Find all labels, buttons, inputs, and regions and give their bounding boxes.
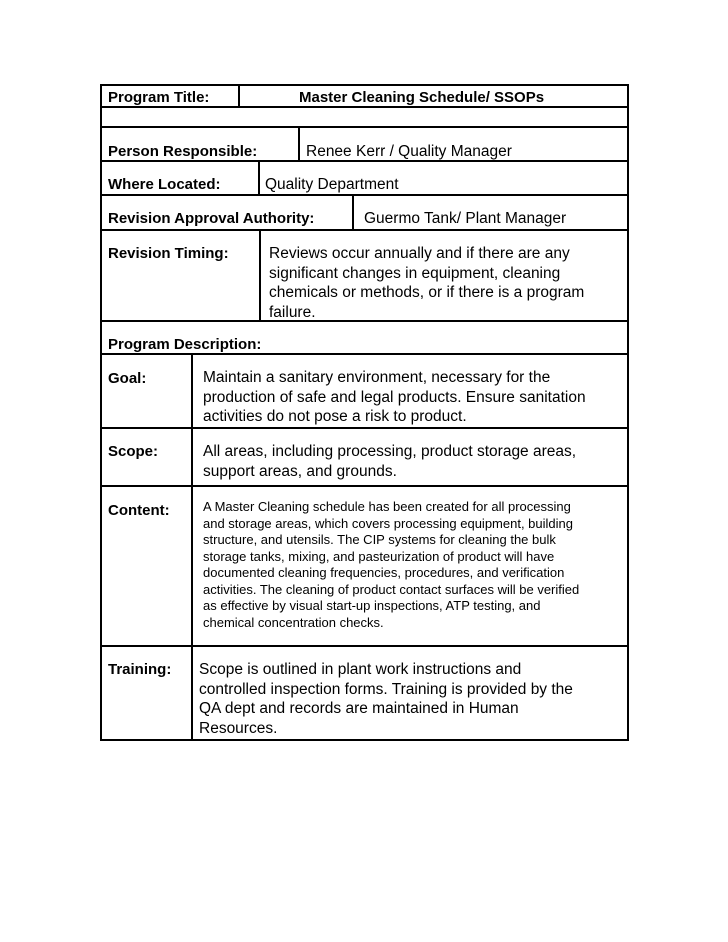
- where-located-label: Where Located:: [108, 176, 221, 193]
- text-line: A Master Cleaning schedule has been created for all processing: [203, 499, 571, 514]
- program-title-row: [100, 84, 629, 108]
- divider: [258, 162, 260, 194]
- divider: [352, 196, 354, 229]
- revision-timing-row: [100, 231, 629, 322]
- text-line: Scope is outlined in plant work instructions and: [199, 661, 522, 678]
- training-text: [199, 660, 573, 738]
- scope-text: [203, 442, 576, 481]
- program-description-label: Program Description:: [108, 336, 262, 353]
- text-line: Maintain a sanitary environment, necessary for the: [203, 369, 551, 386]
- person-responsible-value: Renee Kerr / Quality Manager: [306, 143, 512, 160]
- program-title-label: Program Title:: [108, 89, 210, 106]
- content-row: [100, 487, 629, 647]
- goal-label: Goal:: [108, 370, 147, 387]
- divider: [259, 231, 261, 320]
- text-line: Resources.: [199, 719, 278, 737]
- training-label: Training:: [108, 661, 172, 678]
- text-line: controlled inspection forms. Training is provided by the: [199, 680, 573, 698]
- text-line: QA dept and records are maintained in Human: [199, 700, 519, 717]
- text-line: Reviews occur annually and if there are any: [269, 245, 570, 262]
- training-row: [100, 647, 629, 741]
- text-line: activities. The cleaning of product contact surfaces will be verified: [203, 581, 580, 597]
- blank-row: [100, 108, 629, 128]
- revision-timing-label: Revision Timing:: [108, 245, 229, 262]
- text-line: structure, and utensils. The CIP systems for cleaning the bulk: [203, 532, 556, 547]
- text-line: activities do not pose a risk to product.: [203, 408, 467, 425]
- text-line: All areas, including processing, product storage areas,: [203, 443, 577, 460]
- scope-row: [100, 429, 629, 487]
- text-line: as effective by visual start-up inspections, ATP testing, and: [203, 598, 541, 613]
- content-label: Content:: [108, 502, 170, 519]
- program-document: [100, 84, 629, 741]
- text-line: storage tanks, mixing, and pasteurization of product will have: [203, 548, 555, 564]
- divider: [191, 487, 193, 645]
- where-located-row: [100, 162, 629, 196]
- text-line: and storage areas, which covers processing equipment, building: [203, 515, 573, 531]
- divider: [191, 429, 193, 485]
- content-text: [203, 499, 579, 631]
- revision-timing-text: [269, 244, 584, 322]
- divider: [191, 647, 193, 739]
- revision-approval-row: [100, 196, 629, 231]
- person-responsible-row: [100, 128, 629, 162]
- where-located-value: Quality Department: [265, 176, 399, 193]
- scope-label: Scope:: [108, 443, 159, 460]
- text-line: significant changes in equipment, cleaning: [269, 264, 561, 282]
- text-line: documented cleaning frequencies, procedures, and verification: [203, 565, 565, 580]
- goal-text: [203, 368, 586, 427]
- goal-row: [100, 355, 629, 429]
- program-description-row: [100, 322, 629, 355]
- person-responsible-label: Person Responsible:: [108, 143, 258, 160]
- text-line: production of safe and legal products. Ensure sanitation: [203, 388, 586, 406]
- text-line: support areas, and grounds.: [203, 462, 397, 480]
- text-line: chemical concentration checks.: [203, 614, 384, 630]
- divider: [298, 128, 300, 160]
- revision-approval-label: Revision Approval Authority:: [108, 210, 315, 227]
- divider: [191, 355, 193, 427]
- text-line: failure.: [269, 303, 316, 321]
- program-title-value: Master Cleaning Schedule/ SSOPs: [299, 89, 545, 106]
- text-line: chemicals or methods, or if there is a program: [269, 284, 585, 301]
- divider: [238, 86, 240, 106]
- revision-approval-value: Guermo Tank/ Plant Manager: [364, 210, 567, 227]
